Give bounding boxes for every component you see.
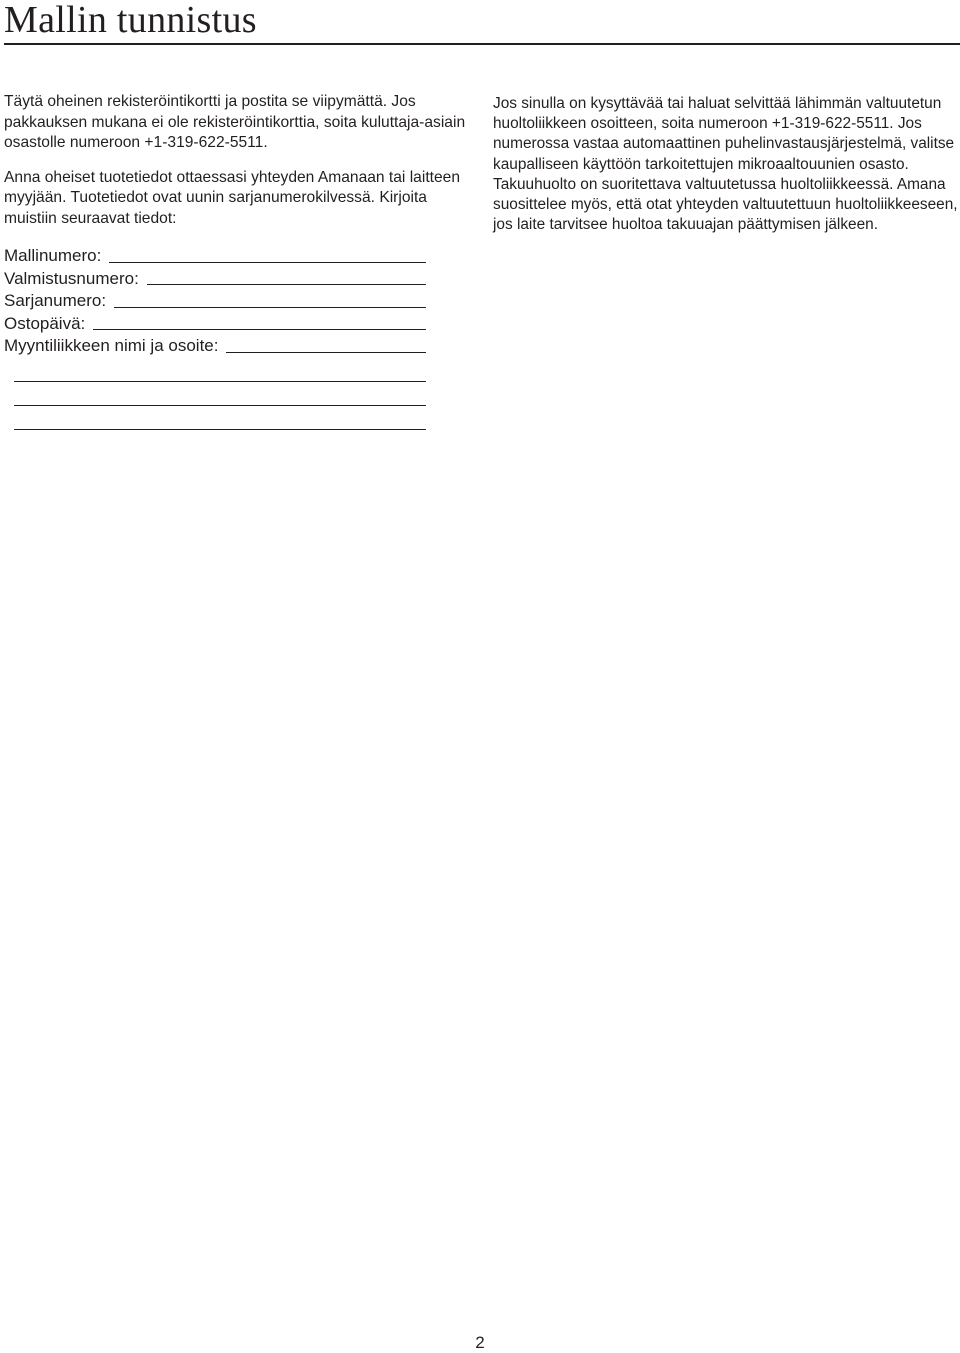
serial-number-blank (114, 307, 426, 308)
dealer-address-line (14, 406, 426, 430)
model-number-blank (109, 262, 426, 263)
dealer-address-line (14, 382, 426, 406)
serial-number-field (4, 290, 426, 313)
model-number-field (4, 245, 426, 268)
serial-number-label: Sarjanumero: (4, 291, 107, 311)
dealer-label: Myyntiliikkeen nimi ja osoite: (4, 336, 219, 356)
purchase-date-blank (93, 329, 426, 330)
service-paragraph: Jos sinulla on kysyttävää tai haluat selvittää lähimmän valtuutetun huoltoliikkeen osoitteen, soita numeroon +1-319-622-5511. Jos numerossa vastaa automaattinen puhelinvastausjärjestelmä, valitse kaupalliseen käyttöön tarkoitettujen mikroaaltouunien osasto. Takuuhuolto on suoritettava valtuutetussa huoltoliikkeessä. Amana suosittelee myös, että otat yhteyden valtuutettuun huoltoliikkeeseen, jos laite tarvitsee huoltoa takuuajan päättymisen jälkeen. (493, 95, 958, 234)
page-number: 2 (475, 1333, 485, 1352)
dealer-field (4, 335, 426, 358)
left-column (4, 92, 474, 430)
dealer-blank (226, 352, 426, 353)
purchase-date-field (4, 313, 426, 336)
manufacturing-number-field (4, 268, 426, 291)
record-fields (4, 245, 426, 430)
registration-paragraph: Täytä oheinen rekisteröintikortti ja postita se viipymättä. Jos pakkauksen mukana ei ole rekisteröintikorttia, soita kuluttaja-asiain osastolle numeroon +1-319-622-5511. (4, 93, 466, 151)
manufacturing-number-label: Valmistusnumero: (4, 268, 139, 288)
page-title: Mallin tunnistus (4, 0, 257, 41)
title-divider (4, 43, 960, 45)
right-column (493, 94, 960, 235)
product-info-paragraph: Anna oheiset tuotetiedot ottaessasi yhteyden Amanaan tai laitteen myyjään. Tuotetiedot ovat uunin sarjanumerokilvessä. Kirjoita muistiin seuraavat tiedot: (4, 168, 461, 227)
dealer-address-line (14, 358, 426, 382)
purchase-date-label: Ostopäivä: (4, 313, 86, 333)
model-number-label: Mallinumero: (4, 246, 102, 265)
manufacturing-number-blank (147, 284, 426, 285)
